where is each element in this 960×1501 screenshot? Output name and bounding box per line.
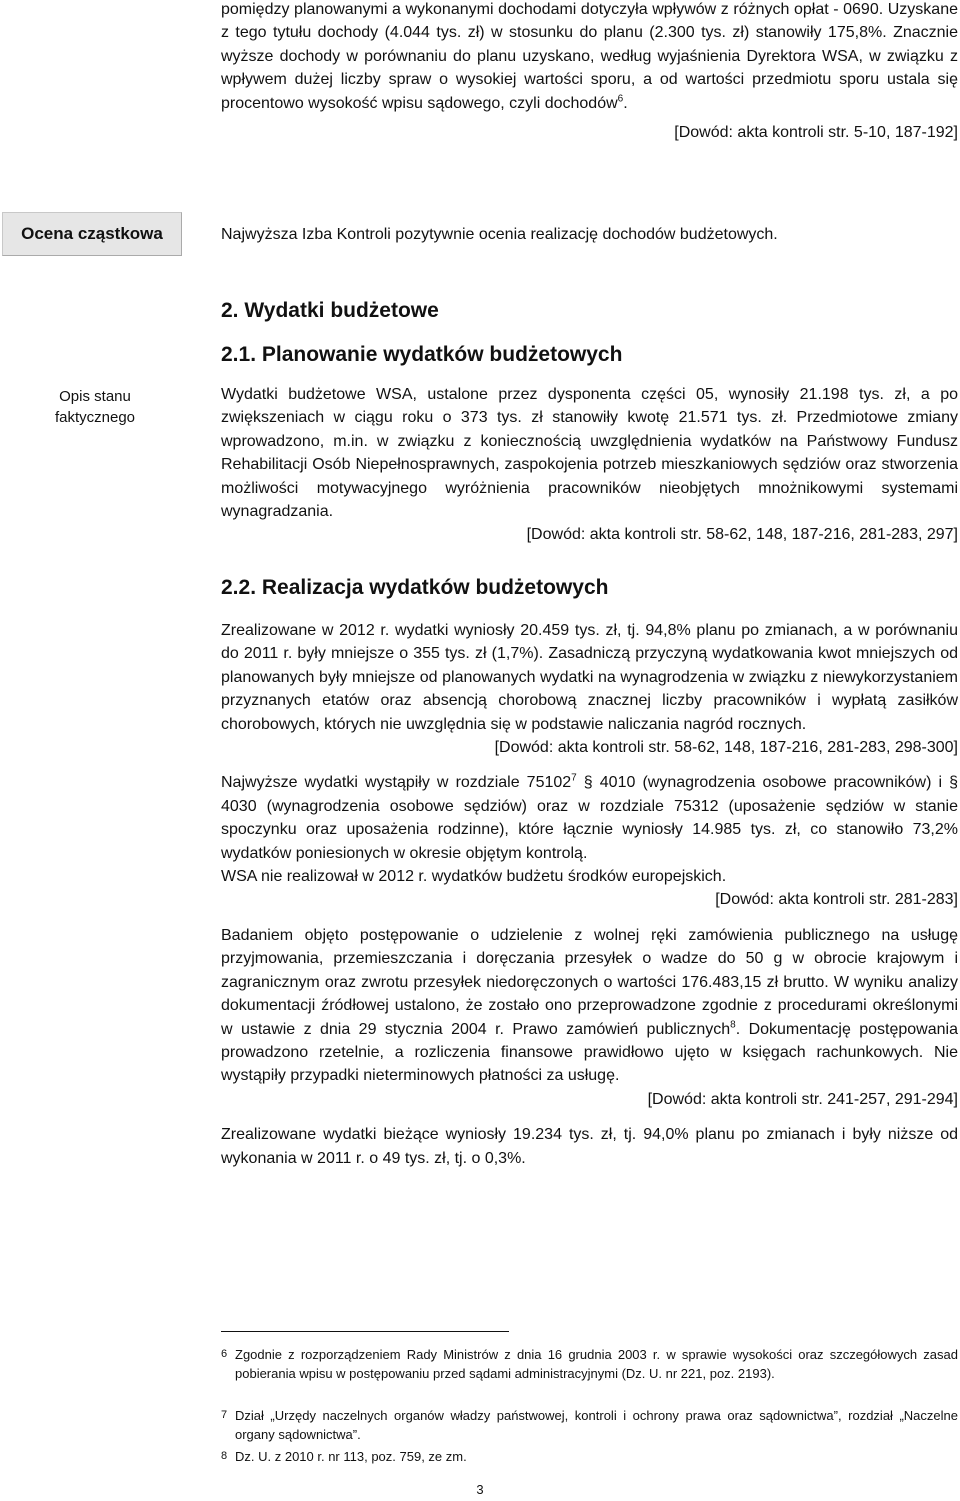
section-2-heading-wrap (221, 298, 958, 324)
section-2-2-heading: 2.2. Realizacja wydatków budżetowych (221, 576, 609, 599)
section-2-2-body (221, 619, 958, 1170)
footnote-ref-7[interactable]: 7 (571, 773, 577, 785)
evidence-reference: [Dowód: akta kontroli str. 281-283] (715, 891, 958, 909)
eu-funds-paragraph: WSA nie realizował w 2012 r. wydatków budżetu środków europejskich. (221, 868, 727, 886)
evidence-reference: [Dowód: akta kontroli str. 241-257, 291-294] (647, 1090, 958, 1108)
procurement-paragraph: Badaniem objęto postępowanie o udzielenie z wolnej ręki zamówienia publicznego na usługę przyjmowania, przemieszczania i doręczania przesyłek o wadze do 50 g w obrocie krajowym i zagranicznym oraz zwrotu przesyłek niedoręczonych o wartości 176.483,15 zł brutto. W wyniku analizy dokumentacji źródłowej ustalono, że zostało ono przeprowadzone zgodnie z procedurami określonymi w ustawie z dnia 29 stycznia 2004 r. Prawo zamówień publicznych$^8$. Dokumentację postępowania prowadzono rzetelnie, a rozliczenia finansowe prawidłowo ujęto w księgach rachunkowych. Nie wystąpiły przypadki nieterminowych płatności za usługę. (221, 926, 958, 1085)
evidence-reference: [Dowód: akta kontroli str. 5-10, 187-192] (674, 124, 958, 142)
partial-assessment-label: Ocena cząstkowa (2, 212, 182, 256)
partial-assessment-text: Najwyższa Izba Kontroli pozytywnie ocenia realizację dochodów budżetowych. (221, 226, 778, 243)
side-label-facts: Opis stanu faktycznego (54, 388, 136, 426)
evidence-reference: [Dowód: akta kontroli str. 58-62, 148, 187-216, 281-283, 298-300] (494, 739, 958, 757)
page-number: 3 (476, 1482, 484, 1497)
section-2-1-body (221, 383, 958, 547)
intro-section (221, 0, 958, 144)
current-expenses-paragraph: Zrealizowane wydatki bieżące wyniosły 19.234 tys. zł, tj. 94,0% planu po zmianach i były niższe od wykonania w 2011 r. o 49 tys. zł, tj. o 0,3%. (221, 1126, 958, 1167)
footnote-ref-6[interactable]: 6 (617, 93, 624, 105)
evidence-reference: [Dowód: akta kontroli str. 58-62, 148, 187-216, 281-283, 297] (526, 526, 958, 544)
section-2-1-heading: 2.1. Planowanie wydatków budżetowych (221, 343, 623, 366)
highest-expenses-paragraph: Najwyższe wydatki wystąpiły w rozdziale 75102$^7$ § 4010 (wynagrodzenia osobowe pracowników) i § 4030 (wynagrodzenia osobowe sędziów) oraz w rozdziale 75312 (uposażenie sędziów w stanie spoczynku oraz uposażenia rodzinne), które łącznie wyniosły 14.985 tys. zł, co stanowiło 73,2% wydatków poniesionych w okresie objętym kontrolą. (221, 773, 959, 862)
section-2-1-heading-wrap (221, 342, 958, 368)
planning-paragraph: Wydatki budżetowe WSA, ustalone przez dysponenta części 05, wynosiły 21.198 tys. zł, a po zwiększeniach w ciągu roku o 373 tys. zł stanowiły kwotę 21.571 tys. zł. Przedmiotowe zmiany wprowadzono, m.in. w związku z koniecznością uwzględnienia wydatków na Państwowy Fundusz Rehabilitacji Osób Niepełnosprawnych, zaspokojenia potrzeb mieszkaniowych sędziów oraz stworzenia możliwości motywacyjnego wyróżnienia pracowników nieobjętych mnożnikowymi systemami wynagradzania. (221, 386, 958, 521)
section-2-heading: 2. Wydatki budżetowe (221, 299, 439, 322)
partial-assessment-text-wrap (221, 223, 958, 246)
footnote-separator (221, 1331, 509, 1332)
footnote-8: 8 Dz. U. z 2010 r. nr 113, poz. 759, ze zm. (221, 1449, 467, 1464)
footnote-ref-8[interactable]: 8 (730, 1019, 736, 1031)
footnote-7: 7 Dział „Urzędy naczelnych organów władzy państwowej, kontroli i ochrony prawa oraz sądownictwa”, rozdział „Naczelne organy sądownictwa”. (221, 1408, 958, 1442)
intro-paragraph: pomiędzy planowanymi a wykonanymi dochodami dotyczyła wpływów z różnych opłat - 0690. Uzyskane z tego tytułu dochody (4.044 tys. zł) w stosunku do planu (2.300 tys. zł) stanowiły 175,8%. Znacznie wyższe dochody w porównaniu do planu uzyskano, według wyjaśnienia Dyrektora WSA, w związku z wpływem dużej liczby spraw o wysokiej wartości sporu, a od wartości przedmiotu sporu ustala się procentowo wysokość wpisu sądowego, czyli dochodów$^6$. (221, 1, 958, 112)
footnote-6: 6 Zgodnie z rozporządzeniem Rady Ministrów z dnia 16 grudnia 2003 r. w sprawie wysokości oraz szczegółowych zasad pobierania wpisu w postępowaniu przed sądami administracyjnymi (Dz. U. nr 221, poz. 2193). (221, 1347, 958, 1381)
realization-paragraph: Zrealizowane w 2012 r. wydatki wyniosły 20.459 tys. zł, tj. 94,8% planu po zmianach, a w porównaniu do 2011 r. były mniejsze o 355 tys. zł (1,7%). Zasadniczą przyczyną wydatkowania kwot mniejszych od planowanych były mniejsze od planowanych wydatki na wynagrodzenia w związku z niewykorzystaniem przyznanych etatów oraz absencją chorobową znacznej liczby pracowników i wypłatą zasiłków chorobowych, których nie uwzględnia się w podstawie naliczania nagród rocznych. (221, 622, 958, 733)
section-2-2-heading-wrap (221, 575, 958, 601)
